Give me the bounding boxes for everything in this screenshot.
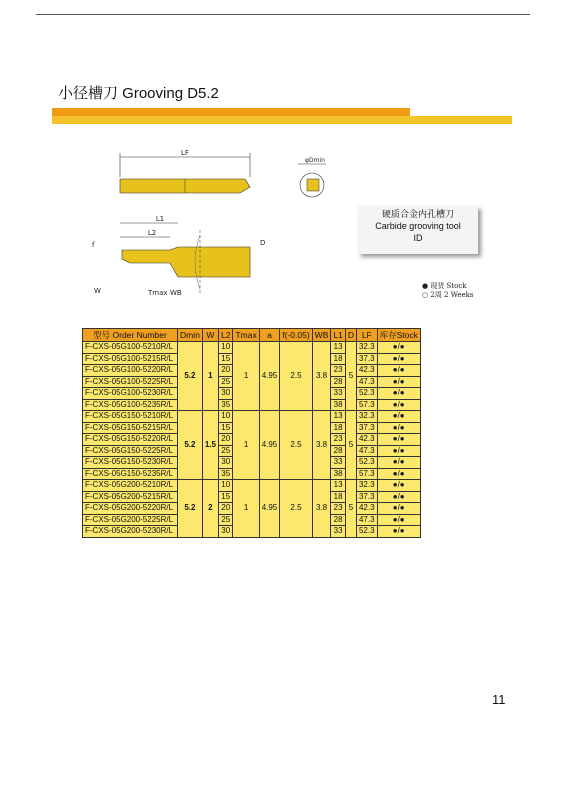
order-number-cell: F-CXS-05G200-5225R/L (83, 514, 178, 526)
tool-top-view (120, 149, 250, 193)
l1-cell: 23 (331, 503, 345, 515)
order-number-cell: F-CXS-05G200-5210R/L (83, 480, 178, 492)
column-header: Tmax (233, 329, 259, 342)
column-header: LF (356, 329, 377, 342)
stock-cell: ●/● (377, 353, 420, 365)
dim-d-label: D (260, 239, 266, 247)
l2-cell: 35 (218, 399, 232, 411)
stock-cell: ●/● (377, 514, 420, 526)
order-number-cell: F-CXS-05G100-5210R/L (83, 342, 178, 354)
title-bar-orange (52, 108, 410, 116)
stock-cell: ●/● (377, 376, 420, 388)
stock-cell: ●/● (377, 457, 420, 469)
l1-cell: 28 (331, 376, 345, 388)
f-cell: 2.5 (280, 342, 312, 411)
stock-cell: ●/● (377, 411, 420, 423)
column-header: W (202, 329, 218, 342)
table-body (83, 342, 421, 538)
l1-cell: 33 (331, 526, 345, 538)
column-header: a (259, 329, 280, 342)
wb-cell: 3.8 (312, 480, 331, 538)
wb-cell: 3.8 (312, 411, 331, 480)
lf-cell: 52.3 (356, 457, 377, 469)
d-cell: 5 (345, 480, 356, 538)
page-number: 11 (492, 692, 506, 707)
a-cell: 4.95 (259, 342, 280, 411)
lf-cell: 32.3 (356, 411, 377, 423)
l1-cell: 33 (331, 457, 345, 469)
order-number-cell: F-CXS-05G100-5220R/L (83, 365, 178, 377)
order-number-cell: F-CXS-05G200-5215R/L (83, 491, 178, 503)
order-number-cell: F-CXS-05G150-5230R/L (83, 457, 178, 469)
stock-cell: ●/● (377, 480, 420, 492)
order-number-cell: F-CXS-05G150-5215R/L (83, 422, 178, 434)
order-number-cell: F-CXS-05G150-5235R/L (83, 468, 178, 480)
order-number-cell: F-CXS-05G200-5230R/L (83, 526, 178, 538)
dim-dmin-label: φDmin (305, 157, 325, 164)
table-header-row (83, 329, 421, 342)
tool-callout (358, 206, 478, 254)
a-cell: 4.95 (259, 411, 280, 480)
lf-cell: 32.3 (356, 480, 377, 492)
callout-id: ID (413, 233, 423, 243)
l1-cell: 13 (331, 411, 345, 423)
lf-cell: 37.3 (356, 353, 377, 365)
l1-cell: 23 (331, 434, 345, 446)
legend-stock: ● 现货 Stock (422, 282, 467, 290)
l2-cell: 20 (218, 503, 232, 515)
order-number-cell: F-CXS-05G100-5215R/L (83, 353, 178, 365)
column-header: WB (312, 329, 331, 342)
stock-cell: ●/● (377, 399, 420, 411)
callout-en: Carbide grooving tool (375, 221, 461, 231)
order-number-cell: F-CXS-05G150-5225R/L (83, 445, 178, 457)
l2-cell: 15 (218, 491, 232, 503)
page-title: 小径槽刀 Grooving D5.2 (58, 85, 219, 102)
stock-cell: ●/● (377, 491, 420, 503)
lf-cell: 47.3 (356, 514, 377, 526)
l2-cell: 25 (218, 514, 232, 526)
callout-cn: 硬质合金内孔槽刀 (381, 209, 454, 219)
order-number-cell: F-CXS-05G200-5220R/L (83, 503, 178, 515)
lf-cell: 57.3 (356, 468, 377, 480)
stock-cell: ●/● (377, 526, 420, 538)
lf-cell: 37.3 (356, 491, 377, 503)
stock-cell: ●/● (377, 388, 420, 400)
w-cell: 2 (202, 480, 218, 538)
lf-cell: 42.3 (356, 503, 377, 515)
a-cell: 4.95 (259, 480, 280, 538)
f-cell: 2.5 (280, 411, 312, 480)
lf-cell: 52.3 (356, 526, 377, 538)
dim-lf-label: LF (181, 149, 189, 157)
lf-cell: 32.3 (356, 342, 377, 354)
tmax-cell: 1 (233, 342, 259, 411)
column-header: f(-0.05) (280, 329, 312, 342)
l1-cell: 13 (331, 342, 345, 354)
l1-cell: 18 (331, 353, 345, 365)
dim-tmax-label: Tmax (148, 289, 168, 297)
l2-cell: 35 (218, 468, 232, 480)
dmin-cell: 5.2 (178, 480, 203, 538)
order-number-cell: F-CXS-05G150-5220R/L (83, 434, 178, 446)
top-rule (36, 14, 530, 15)
l1-cell: 13 (331, 480, 345, 492)
column-header: L1 (331, 329, 345, 342)
stock-cell: ●/● (377, 503, 420, 515)
f-cell: 2.5 (280, 480, 312, 538)
tool-side-view (92, 215, 265, 297)
l2-cell: 25 (218, 376, 232, 388)
l1-cell: 23 (331, 365, 345, 377)
l2-cell: 30 (218, 388, 232, 400)
l2-cell: 30 (218, 457, 232, 469)
l2-cell: 20 (218, 434, 232, 446)
stock-legend (422, 282, 473, 300)
stock-cell: ●/● (377, 434, 420, 446)
column-header: Dmin (178, 329, 203, 342)
lf-cell: 47.3 (356, 445, 377, 457)
column-header: 型号 Order Number (83, 329, 178, 342)
tmax-cell: 1 (233, 480, 259, 538)
l2-cell: 15 (218, 422, 232, 434)
order-number-cell: F-CXS-05G150-5210R/L (83, 411, 178, 423)
stock-cell: ●/● (377, 445, 420, 457)
legend-weeks: ○ 2周 2 Weeks (422, 291, 474, 299)
stock-cell: ●/● (377, 342, 420, 354)
column-header: D (345, 329, 356, 342)
w-cell: 1 (202, 342, 218, 411)
d-cell: 5 (345, 411, 356, 480)
dim-wb-label: WB (170, 289, 182, 297)
dim-w-label: W (94, 287, 101, 295)
order-number-cell: F-CXS-05G100-5225R/L (83, 376, 178, 388)
order-number-cell: F-CXS-05G100-5230R/L (83, 388, 178, 400)
tool-end-view (298, 157, 326, 197)
lf-cell: 37.3 (356, 422, 377, 434)
l1-cell: 18 (331, 422, 345, 434)
column-header: L2 (218, 329, 232, 342)
l1-cell: 38 (331, 468, 345, 480)
lf-cell: 57.3 (356, 399, 377, 411)
dmin-cell: 5.2 (178, 342, 203, 411)
table-row (83, 342, 421, 354)
dim-l2-label: L2 (147, 229, 157, 237)
order-number-cell: F-CXS-05G100-5235R/L (83, 399, 178, 411)
l2-cell: 30 (218, 526, 232, 538)
tmax-cell: 1 (233, 411, 259, 480)
l1-cell: 38 (331, 399, 345, 411)
dim-l1-label: L1 (155, 215, 165, 223)
lf-cell: 52.3 (356, 388, 377, 400)
l2-cell: 15 (218, 353, 232, 365)
dim-f-label: f (92, 241, 95, 249)
l1-cell: 28 (331, 514, 345, 526)
spec-table (82, 328, 421, 538)
wb-cell: 3.8 (312, 342, 331, 411)
table-row (83, 480, 421, 492)
lf-cell: 47.3 (356, 376, 377, 388)
l2-cell: 10 (218, 342, 232, 354)
lf-cell: 42.3 (356, 365, 377, 377)
l2-cell: 10 (218, 411, 232, 423)
l2-cell: 25 (218, 445, 232, 457)
lf-cell: 42.3 (356, 434, 377, 446)
dmin-cell: 5.2 (178, 411, 203, 480)
l2-cell: 10 (218, 480, 232, 492)
table-row (83, 411, 421, 423)
l1-cell: 33 (331, 388, 345, 400)
column-header: 库存Stock (377, 329, 420, 342)
stock-cell: ●/● (377, 365, 420, 377)
title-bar-yellow (52, 116, 512, 124)
l1-cell: 18 (331, 491, 345, 503)
stock-cell: ●/● (377, 468, 420, 480)
d-cell: 5 (345, 342, 356, 411)
l1-cell: 28 (331, 445, 345, 457)
w-cell: 1.5 (202, 411, 218, 480)
l2-cell: 20 (218, 365, 232, 377)
stock-cell: ●/● (377, 422, 420, 434)
